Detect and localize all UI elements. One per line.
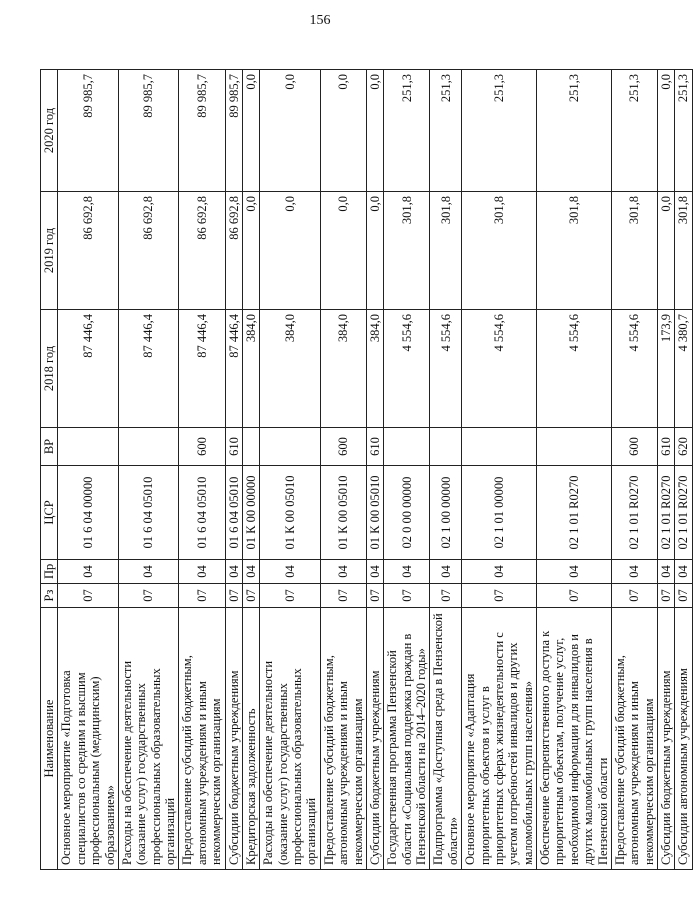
cell-2020: 89 985,7 bbox=[58, 70, 119, 192]
cell-rz: 07 bbox=[675, 584, 692, 608]
cell-vr: 610 bbox=[366, 428, 383, 466]
budget-table bbox=[40, 69, 693, 870]
cell-2018: 4 380,7 bbox=[675, 310, 692, 428]
cell-pr: 04 bbox=[366, 560, 383, 584]
table-row bbox=[260, 70, 321, 870]
cell-2018: 87 446,4 bbox=[118, 310, 179, 428]
cell-vr bbox=[118, 428, 179, 466]
cell-csr: 02 1 01 R0270 bbox=[611, 466, 657, 560]
header-rz: Рз bbox=[41, 584, 58, 608]
cell-2018: 87 446,4 bbox=[225, 310, 242, 428]
cell-2019: 301,8 bbox=[537, 192, 612, 310]
cell-2020: 251,3 bbox=[537, 70, 612, 192]
cell-pr: 04 bbox=[658, 560, 675, 584]
cell-vr bbox=[430, 428, 462, 466]
cell-2019: 301,8 bbox=[611, 192, 657, 310]
cell-2018: 384,0 bbox=[366, 310, 383, 428]
cell-rz: 07 bbox=[611, 584, 657, 608]
cell-rz: 07 bbox=[462, 584, 537, 608]
cell-rz: 07 bbox=[118, 584, 179, 608]
cell-csr: 02 0 00 00000 bbox=[384, 466, 430, 560]
cell-vr: 600 bbox=[179, 428, 225, 466]
cell-pr: 04 bbox=[58, 560, 119, 584]
cell-2018: 384,0 bbox=[320, 310, 366, 428]
cell-2020: 251,3 bbox=[611, 70, 657, 192]
cell-rz: 07 bbox=[260, 584, 321, 608]
cell-pr: 04 bbox=[242, 560, 259, 584]
cell-2020: 251,3 bbox=[430, 70, 462, 192]
cell-2019: 0,0 bbox=[260, 192, 321, 310]
table-row bbox=[320, 70, 366, 870]
table-row bbox=[225, 70, 242, 870]
cell-pr: 04 bbox=[118, 560, 179, 584]
cell-2020: 0,0 bbox=[658, 70, 675, 192]
table-row bbox=[366, 70, 383, 870]
cell-2019: 0,0 bbox=[366, 192, 383, 310]
cell-2018: 4 554,6 bbox=[537, 310, 612, 428]
cell-name: Подпрограмма «Доступная среда в Пензенской области» bbox=[430, 608, 462, 870]
cell-pr: 04 bbox=[430, 560, 462, 584]
cell-rz: 07 bbox=[658, 584, 675, 608]
cell-2018: 384,0 bbox=[260, 310, 321, 428]
cell-rz: 07 bbox=[430, 584, 462, 608]
cell-rz: 07 bbox=[320, 584, 366, 608]
cell-vr: 620 bbox=[675, 428, 692, 466]
cell-csr: 01 К 00 00000 bbox=[242, 466, 259, 560]
cell-rz: 07 bbox=[225, 584, 242, 608]
cell-2019: 301,8 bbox=[675, 192, 692, 310]
cell-2020: 251,3 bbox=[462, 70, 537, 192]
cell-2018: 4 554,6 bbox=[462, 310, 537, 428]
cell-2019: 86 692,8 bbox=[118, 192, 179, 310]
cell-2018: 4 554,6 bbox=[384, 310, 430, 428]
table-row bbox=[462, 70, 537, 870]
table-row bbox=[675, 70, 692, 870]
cell-2018: 87 446,4 bbox=[58, 310, 119, 428]
cell-name: Обеспечение беспрепятственного доступа к приоритетным объектам, получение услуг, необходимой информации для инвалидов и других маломобильных групп населения в Пензенской области bbox=[537, 608, 612, 870]
cell-name: Субсидии бюджетным учреждениям bbox=[658, 608, 675, 870]
cell-2020: 0,0 bbox=[320, 70, 366, 192]
page-number: 156 bbox=[309, 13, 331, 28]
cell-2018: 4 554,6 bbox=[430, 310, 462, 428]
header-csr: ЦСР bbox=[41, 466, 58, 560]
cell-2019: 86 692,8 bbox=[225, 192, 242, 310]
cell-vr bbox=[462, 428, 537, 466]
table-row bbox=[611, 70, 657, 870]
cell-name: Предоставление субсидий бюджетным, автономным учреждениям и иным некоммерческим организациям bbox=[611, 608, 657, 870]
cell-2020: 89 985,7 bbox=[179, 70, 225, 192]
table-row bbox=[537, 70, 612, 870]
cell-2019: 0,0 bbox=[320, 192, 366, 310]
cell-2020: 251,3 bbox=[384, 70, 430, 192]
cell-vr bbox=[260, 428, 321, 466]
header-pr: Пр bbox=[41, 560, 58, 584]
cell-csr: 01 6 04 05010 bbox=[118, 466, 179, 560]
cell-csr: 01 К 00 05010 bbox=[366, 466, 383, 560]
cell-name: Субсидии бюджетным учреждениям bbox=[225, 608, 242, 870]
cell-csr: 02 1 01 R0270 bbox=[658, 466, 675, 560]
cell-csr: 02 1 01 R0270 bbox=[675, 466, 692, 560]
header-vr: ВР bbox=[41, 428, 58, 466]
cell-vr: 600 bbox=[611, 428, 657, 466]
cell-pr: 04 bbox=[675, 560, 692, 584]
cell-vr: 610 bbox=[225, 428, 242, 466]
cell-name: Предоставление субсидий бюджетным, автономным учреждениям и иным некоммерческим организациям bbox=[320, 608, 366, 870]
table-header-row bbox=[41, 70, 58, 870]
cell-vr: 610 bbox=[658, 428, 675, 466]
cell-2020: 0,0 bbox=[242, 70, 259, 192]
rotated-table-container bbox=[40, 70, 691, 870]
cell-name: Предоставление субсидий бюджетным, автономным учреждениям и иным некоммерческим организациям bbox=[179, 608, 225, 870]
table-row bbox=[384, 70, 430, 870]
cell-2019: 301,8 bbox=[462, 192, 537, 310]
table-row bbox=[58, 70, 119, 870]
cell-2018: 87 446,4 bbox=[179, 310, 225, 428]
cell-name: Субсидии автономным учреждениям bbox=[675, 608, 692, 870]
cell-pr: 04 bbox=[225, 560, 242, 584]
table-row bbox=[242, 70, 259, 870]
cell-2019: 86 692,8 bbox=[179, 192, 225, 310]
cell-vr bbox=[384, 428, 430, 466]
cell-name: Расходы на обеспечение деятельности (оказание услуг) государственных профессиональных образовательных организаций bbox=[260, 608, 321, 870]
cell-2020: 0,0 bbox=[366, 70, 383, 192]
cell-csr: 01 6 04 00000 bbox=[58, 466, 119, 560]
cell-rz: 07 bbox=[366, 584, 383, 608]
cell-pr: 04 bbox=[537, 560, 612, 584]
cell-csr: 02 1 01 00000 bbox=[462, 466, 537, 560]
table-row bbox=[179, 70, 225, 870]
cell-name: Основное мероприятие «Подготовка специалистов со средним и высшим профессиональным (медицинским) образованием» bbox=[58, 608, 119, 870]
cell-2020: 0,0 bbox=[260, 70, 321, 192]
cell-csr: 02 1 01 R0270 bbox=[537, 466, 612, 560]
header-2020: 2020 год bbox=[41, 70, 58, 192]
cell-2018: 4 554,6 bbox=[611, 310, 657, 428]
cell-pr: 04 bbox=[611, 560, 657, 584]
cell-name: Основное мероприятие «Адаптация приоритетных объектов и услуг в приоритетных сферах жизнедеятельности с учетом потребностей инвалидов и других маломобильных групп населения» bbox=[462, 608, 537, 870]
cell-vr bbox=[58, 428, 119, 466]
cell-rz: 07 bbox=[179, 584, 225, 608]
cell-2018: 173,9 bbox=[658, 310, 675, 428]
header-2019: 2019 год bbox=[41, 192, 58, 310]
cell-pr: 04 bbox=[260, 560, 321, 584]
cell-2019: 301,8 bbox=[430, 192, 462, 310]
cell-2020: 89 985,7 bbox=[118, 70, 179, 192]
cell-name: Расходы на обеспечение деятельности (оказание услуг) государственных профессиональных образовательных организаций bbox=[118, 608, 179, 870]
cell-name: Кредиторская задолженность bbox=[242, 608, 259, 870]
cell-2020: 89 985,7 bbox=[225, 70, 242, 192]
cell-2020: 251,3 bbox=[675, 70, 692, 192]
cell-csr: 01 6 04 05010 bbox=[179, 466, 225, 560]
cell-vr bbox=[537, 428, 612, 466]
cell-vr bbox=[242, 428, 259, 466]
cell-vr: 600 bbox=[320, 428, 366, 466]
cell-csr: 01 К 00 05010 bbox=[320, 466, 366, 560]
table-row bbox=[430, 70, 462, 870]
header-name: Наименование bbox=[41, 608, 58, 870]
cell-pr: 04 bbox=[384, 560, 430, 584]
cell-pr: 04 bbox=[179, 560, 225, 584]
cell-rz: 07 bbox=[242, 584, 259, 608]
table-row bbox=[118, 70, 179, 870]
cell-rz: 07 bbox=[384, 584, 430, 608]
cell-2018: 384,0 bbox=[242, 310, 259, 428]
table-body bbox=[58, 70, 692, 870]
cell-pr: 04 bbox=[462, 560, 537, 584]
cell-2019: 0,0 bbox=[242, 192, 259, 310]
cell-2019: 301,8 bbox=[384, 192, 430, 310]
cell-csr: 01 К 00 05010 bbox=[260, 466, 321, 560]
cell-csr: 01 6 04 05010 bbox=[225, 466, 242, 560]
cell-rz: 07 bbox=[58, 584, 119, 608]
table-row bbox=[658, 70, 675, 870]
header-2018: 2018 год bbox=[41, 310, 58, 428]
cell-csr: 02 1 00 00000 bbox=[430, 466, 462, 560]
cell-2019: 86 692,8 bbox=[58, 192, 119, 310]
cell-pr: 04 bbox=[320, 560, 366, 584]
cell-name: Государственная программа Пензенской области «Социальная поддержка граждан в Пензенской области на 2014–2020 годы» bbox=[384, 608, 430, 870]
cell-rz: 07 bbox=[537, 584, 612, 608]
cell-name: Субсидии бюджетным учреждениям bbox=[366, 608, 383, 870]
cell-2019: 0,0 bbox=[658, 192, 675, 310]
